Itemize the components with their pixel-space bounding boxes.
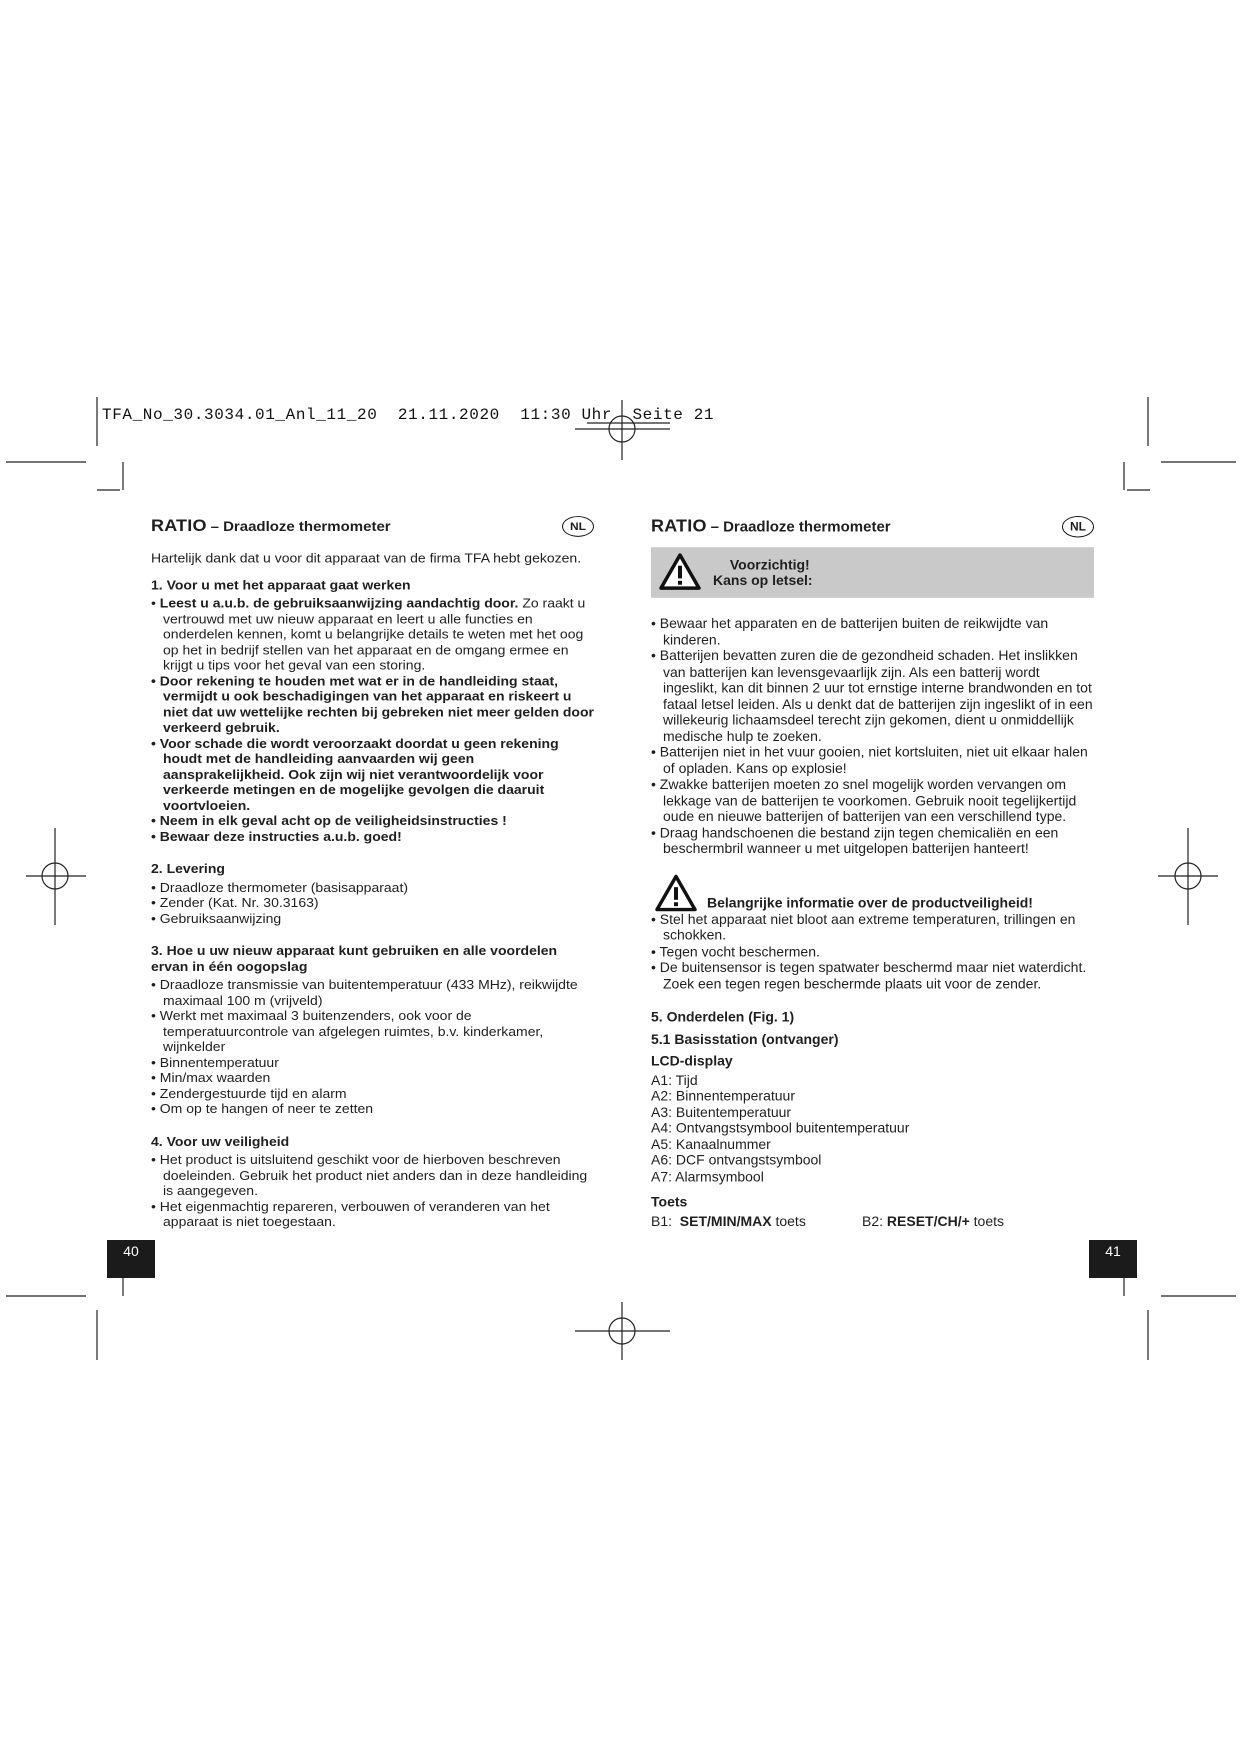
list-item: A1: Tijd [651,1071,698,1088]
lcd-display-heading: LCD-display [651,1052,733,1069]
list-item: • Draadloze transmissie van buitentemperatuur (433 MHz), reikwijdte maximaal 100 m (vrijveld) [151,976,578,1008]
page-number-right: 41 [1089,1240,1137,1278]
brand-name: RATIO [651,516,707,536]
list-item: A3: Buitentemperatuur [651,1103,792,1120]
warning-triangle-icon [655,874,697,911]
section-2-heading: 2. Levering [151,860,225,876]
button-list [651,1213,1094,1230]
intro-text: Hartelijk dank dat u voor dit apparaat van de firma TFA hebt gekozen. [151,550,582,566]
list-item: • Door rekening te houden met wat er in de handleiding staat, vermijdt u ook beschadigingen van het apparaat en riskeert u niet dat uw wettelijke rechten bij gebreken niet meer gelden door verkeerd gebruik. [151,672,594,735]
caution-box [651,547,1094,598]
list-item: • Het eigenmachtig repareren, verbouwen of veranderen van het apparaat is niet toegestaan. [151,1198,550,1230]
list-item: • Het product is uitsluitend geschikt voor de hierboven beschreven doeleinden. Gebruik het product niet anders dan in deze handleiding is aangegeven. [151,1151,588,1198]
section-1-list [151,595,594,844]
product-safety-heading: Belangrijke informatie over de productveiligheid! [651,874,1094,911]
warning-triangle-icon [659,553,701,590]
list-item: • Draag handschoenen die bestand zijn tegen chemicaliën en een beschermbril wanneer u met uitgelopen batterijen hanteert! [651,824,1059,856]
brand-name: RATIO [151,516,207,535]
toets-heading: Toets [651,1193,688,1210]
list-item: • Neem in elk geval acht op de veiligheidsinstructies ! [151,812,507,828]
print-slug: TFA_No_30.3034.01_Anl_11_20 21.11.2020 11:30 Uhr Seite 21 [102,406,715,424]
list-item: • Zendergestuurde tijd en alarm [151,1085,347,1101]
list-item: • Leest u a.u.b. de gebruiksaanwijzing aandachtig door. Zo raakt u vertrouwd met uw nieuw apparaat en leert u alle functies en onderdelen kennen, komt u belangrijke details te weten met het oog op het in bedrijf stellen van het apparaat en de omgang ermee en krijgt u tips voor het geval van een storing. [151,595,586,673]
page-title [151,518,594,539]
list-item: • Werkt met maximaal 3 buitenzenders, ook voor de temperatuurcontrole van afgelegen ruimtes, b.v. kinderkamer, wijnkelder [151,1007,544,1054]
left-page-column [151,518,594,1230]
list-item: • Om op te hangen of neer te zetten [151,1100,374,1117]
list-item: • Bewaar het apparaten en de batterijen buiten de reikwijdte van kinderen. [651,615,1049,648]
caution-title: Voorzichtig! Kans op letsel: [713,556,813,589]
list-item: • Zwakke batterijen moeten zo snel mogelijk worden vervangen om lekkage van de batterijen te voorkomen. Gebruik nooit tegelijkertijd oude en nieuwe batterijen of batterijen van een verschillend type. [651,776,1077,824]
list-item: • Min/max waarden [151,1069,271,1085]
button-b2: B2: RESET/CH/+ toets [862,1212,1005,1229]
product-safety-list [651,911,1094,991]
caution-list [651,615,1094,856]
list-item: A5: Kanaalnummer [651,1136,771,1152]
list-item: • Zender (Kat. Nr. 30.3163) [151,894,319,910]
language-badge: NL [562,516,594,537]
list-item: • Binnentemperatuur [151,1054,279,1070]
section-3-heading: 3. Hoe u uw nieuw apparaat kunt gebruiken en alle voordelen ervan in één oogopslag [151,942,558,974]
lcd-display-list [651,1072,1094,1184]
title-subtitle: – Draadloze thermometer [710,518,891,536]
button-b1: B1: SET/MIN/MAX toets [651,1212,806,1229]
page-number-left: 40 [107,1240,155,1278]
section-5-heading: 5. Onderdelen (Fig. 1) [651,1008,795,1025]
list-item: • Batterijen niet in het vuur gooien, niet kortsluiten, niet uit elkaar halen of opladen. Kans op explosie! [651,743,1088,776]
section-2-list [151,879,594,926]
list-item: • Voor schade die wordt veroorzaakt doordat u geen rekening houdt met de handleiding aanvaarden wij geen aansprakelijkheid. Ook zijn wij niet verantwoordelijk voor verkeerde metingen en de mogelijke gevolgen die daaruit voortvloeien. [151,735,559,813]
list-item: • Tegen vocht beschermen. [651,943,820,959]
list-item: A4: Ontvangstsymbool buitentemperatuur [651,1119,910,1136]
list-item: A2: Binnentemperatuur [651,1087,795,1104]
right-page-column [651,518,1094,1230]
section-5-1-heading: 5.1 Basisstation (ontvanger) [651,1030,839,1047]
list-item: • Stel het apparaat niet bloot aan extreme temperaturen, trillingen en schokken. [651,911,1076,943]
list-item: A7: Alarmsymbool [651,1168,764,1184]
list-item: • Batterijen bevatten zuren die de gezondheid schaden. Het inslikken van batterijen kan levensgevaarlijk zijn. Als een batterij wordt ingeslikt, kan dit binnen 2 uur tot ernstige interne brandwonden en tot fataal letsel leiden. Als u denkt dat de batterijen zijn ingeslikt of in een willekeurig lichaamsdeel terecht zijn gekomen, dient u onmiddellijk medische hulp te zoeken. [651,647,1093,744]
list-item: • Draadloze thermometer (basisapparaat) [151,879,409,895]
section-4-heading: 4. Voor uw veiligheid [151,1133,290,1149]
list-item: • Bewaar deze instructies a.u.b. goed! [151,828,402,844]
section-4-list [151,1152,594,1230]
language-badge: NL [1062,516,1094,537]
title-subtitle: – Draadloze thermometer [210,518,391,535]
page-title [651,518,1094,539]
section-3-list [151,977,594,1117]
section-1-heading: 1. Voor u met het apparaat gaat werken [151,576,411,592]
list-item: A6: DCF ontvangstsymbool [651,1152,822,1168]
list-item: • De buitensensor is tegen spatwater beschermd maar niet waterdicht. Zoek een tegen regen beschermde plaats uit voor de zender. [651,959,1087,991]
list-item: • Gebruiksaanwijzing [151,910,282,926]
